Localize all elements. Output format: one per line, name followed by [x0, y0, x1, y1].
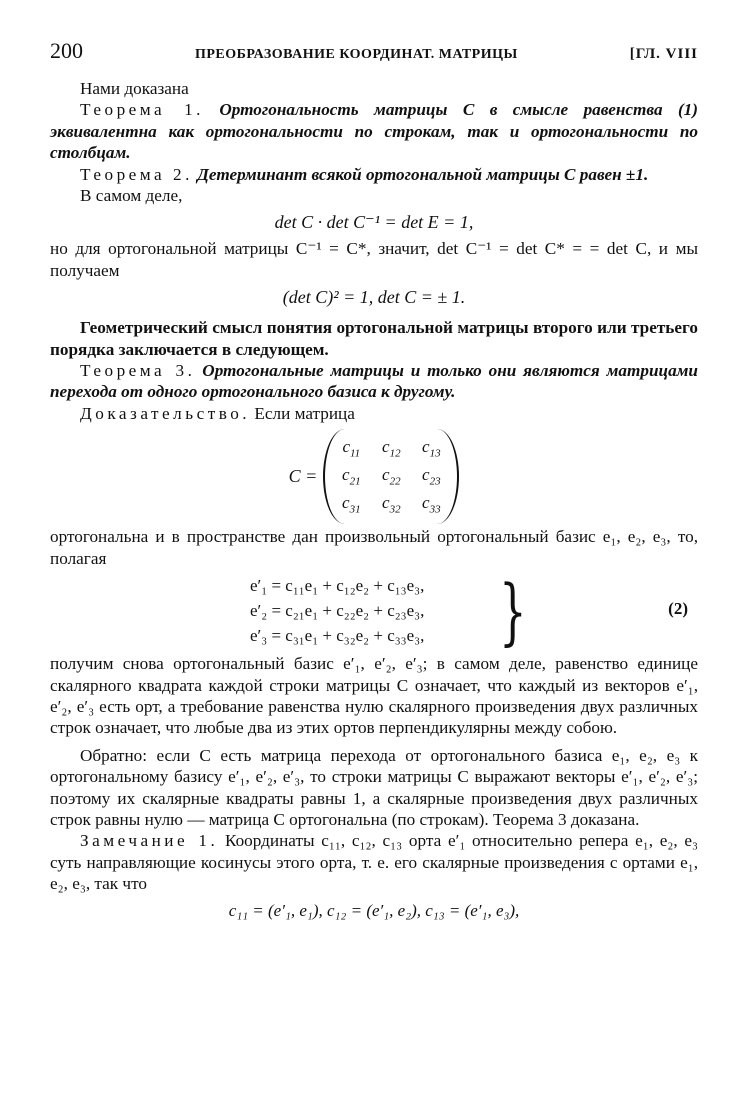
theorem-2	[50, 164, 698, 185]
paragraph-converse	[50, 745, 698, 831]
matrix-block	[50, 428, 698, 524]
indeed-text: В самом деле,	[80, 186, 183, 206]
matrix-cell: $c_{23}$	[422, 465, 441, 488]
remark-1-label: Замечание 1.	[80, 831, 219, 851]
paragraph-geometry-text: Геометрический смысл понятия ортогональной матрицы второго или третьего порядка заключается в следующем.	[50, 318, 698, 359]
page	[50, 38, 698, 921]
equation-det: det C · det C⁻¹ = det E = 1,	[274, 212, 474, 233]
paragraph-get-text: получим снова ортогональный базис e′₁, e′₂, e′₃; в самом деле, равенство единице скалярного квадрата каждой строки матрицы C означает, что каждый из векторов e′₁, e′₂, e′₃ есть орт, а требование равенства нулю скалярного произведения двух различных строк означает, что любые два из этих ортов перпендикулярны между собою.	[50, 654, 698, 738]
proof-line	[50, 403, 698, 424]
theorem-3-text: Ортогональные матрицы и только они являются матрицами перехода от одного ортогонального базиса к другому.	[50, 361, 698, 402]
paragraph-but	[50, 238, 698, 281]
intro-text: Нами доказана	[80, 79, 189, 98]
theorem-1-label: Теорема 1.	[80, 100, 204, 120]
intro-line	[50, 78, 698, 99]
theorem-3	[50, 360, 698, 403]
paragraph-converse-text: Обратно: если C есть матрица перехода от ортогонального базиса e₁, e₂, e₃ к ортогональному базису e′₁, e′₂, e′₃, то строки матрицы C выражают векторы e′₁, e′₂, e′₃; поэтому их скалярные квадраты равны 1, а скалярные произведения двух различных строк равны нулю — матрица C ортогональна (по строкам). Теорема 3 доказана.	[50, 745, 698, 829]
matrix-cell: $c_{32}$	[382, 493, 401, 516]
equation-system-2	[50, 569, 698, 654]
theorem-2-text: Детерминант всякой ортогональной матрицы C равен ±1.	[197, 164, 649, 184]
theorem-2-label: Теорема 2.	[80, 164, 193, 184]
paragraph-but-text: но для ортогональной матрицы C⁻¹ = C*, значит, det C⁻¹ = det C* = = det C, и мы получаем	[50, 239, 698, 280]
proof-label: Доказательство.	[80, 403, 251, 423]
matrix-label: C =	[288, 465, 318, 486]
paragraph-orthogonal	[50, 526, 698, 569]
system-line-2: e′₂ = c₂₁e₁ + c₂₂e₂ + c₂₃e₃,	[250, 601, 425, 621]
theorem-3-label: Теорема 3.	[80, 361, 196, 381]
proof-text: Если матрица	[254, 403, 355, 423]
equation-square: (det C)² = 1, det C = ± 1.	[282, 287, 466, 308]
matrix-cell: $c_{21}$	[342, 465, 361, 488]
remark-1	[50, 830, 698, 894]
chapter-label: [ГЛ. VIII	[629, 46, 698, 62]
theorem-1-text: Ортогональность матрицы C в смысле равенства (1) эквивалентна как ортогональности по строкам, так и ортогональности по столбцам.	[50, 100, 699, 163]
system-line-3: e′₃ = c₃₁e₁ + c₃₂e₂ + c₃₃e₃,	[250, 626, 425, 646]
matrix-cell: $c_{13}$	[422, 436, 441, 460]
system-line-1: e′₁ = c₁₁e₁ + c₁₂e₂ + c₁₃e₃,	[250, 576, 425, 596]
indeed-line	[50, 185, 698, 206]
matrix-cell: $c_{33}$	[422, 493, 441, 516]
equation-last: c₁₁ = (e′₁, e₁), c₁₂ = (e′₁, e₂), c₁₃ = (e′₁, e₃),	[228, 900, 520, 920]
right-brace: }	[499, 569, 527, 654]
page-number: 200	[50, 38, 83, 63]
paragraph-geometry	[50, 317, 698, 360]
paragraph-get	[50, 653, 698, 739]
matrix-cell: $c_{12}$	[382, 436, 401, 460]
system-lines	[250, 573, 424, 648]
remark-1-text: Координаты c₁₁, c₁₂, c₁₃ орта e′₁ относительно репера e₁, e₂, e₃ суть направляющие косинусы этого орта, т. е. его скалярные произведения с ортами e₁, e₂, e₃, так что	[50, 831, 698, 894]
running-title: ПРЕОБРАЗОВАНИЕ КООРДИНАТ. МАТРИЦЫ	[194, 47, 518, 62]
matrix-cell: $c_{31}$	[342, 493, 361, 516]
matrix-cell: $c_{22}$	[382, 465, 401, 488]
matrix-c	[323, 429, 459, 524]
theorem-1	[50, 99, 698, 163]
matrix-cell: $c_{11}$	[342, 436, 361, 460]
paragraph-orthogonal-text: ортогональна и в пространстве дан произвольный ортогональный базис e₁, e₂, e₃, то, полагая	[50, 527, 698, 568]
running-header	[50, 38, 698, 78]
equation-number: (2)	[668, 599, 688, 619]
